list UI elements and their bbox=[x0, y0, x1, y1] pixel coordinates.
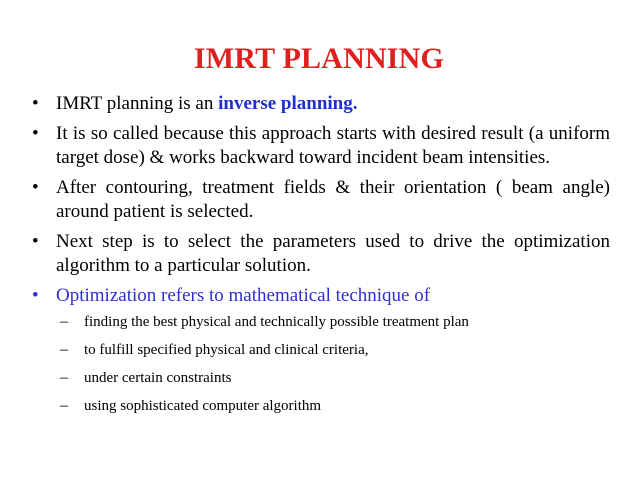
sub-bullet-text: to fulfill specified physical and clinical criteria, bbox=[84, 342, 369, 358]
sub-bullet-text: using sophisticated computer algorithm bbox=[84, 398, 322, 414]
dash-icon: – bbox=[60, 341, 68, 358]
bullet-icon: • bbox=[32, 123, 39, 144]
bullet-text: IMRT planning is an bbox=[56, 93, 219, 114]
bullet-icon: • bbox=[32, 177, 39, 198]
bullet-text: Optimization refers to mathematical technique of bbox=[56, 285, 431, 306]
bullet-highlight: inverse planning. bbox=[218, 93, 358, 114]
dash-icon: – bbox=[60, 313, 68, 330]
bullet-list bbox=[30, 92, 610, 424]
dash-icon: – bbox=[60, 369, 68, 386]
bullet-icon: • bbox=[32, 93, 39, 114]
slide-title: IMRT PLANNING bbox=[193, 42, 445, 75]
bullet-text: Next step is to select the parameters used to drive the optimization algorithm to a particular solution. bbox=[56, 231, 610, 276]
sub-bullet-text: under certain constraints bbox=[84, 370, 232, 386]
bullet-item bbox=[30, 122, 610, 170]
bullet-icon: • bbox=[32, 285, 39, 306]
bullet-text: It is so called because this approach starts with desired result (a uniform target dose) & works backward toward incident beam intensities. bbox=[56, 123, 610, 168]
dash-icon: – bbox=[60, 397, 68, 414]
sub-bullet-item bbox=[56, 368, 610, 388]
bullet-item bbox=[30, 176, 610, 224]
sub-bullet-item bbox=[56, 312, 610, 332]
sub-bullet-item bbox=[56, 396, 610, 416]
bullet-item bbox=[30, 230, 610, 278]
bullet-item-optimization bbox=[30, 284, 610, 416]
sub-bullet-item bbox=[56, 340, 610, 360]
bullet-item bbox=[30, 92, 610, 116]
bullet-icon: • bbox=[32, 231, 39, 252]
sub-bullet-list bbox=[56, 312, 610, 416]
sub-bullet-text: finding the best physical and technically possible treatment plan bbox=[84, 314, 469, 330]
bullet-text: After contouring, treatment fields & their orientation ( beam angle) around patient is selected. bbox=[56, 177, 610, 222]
